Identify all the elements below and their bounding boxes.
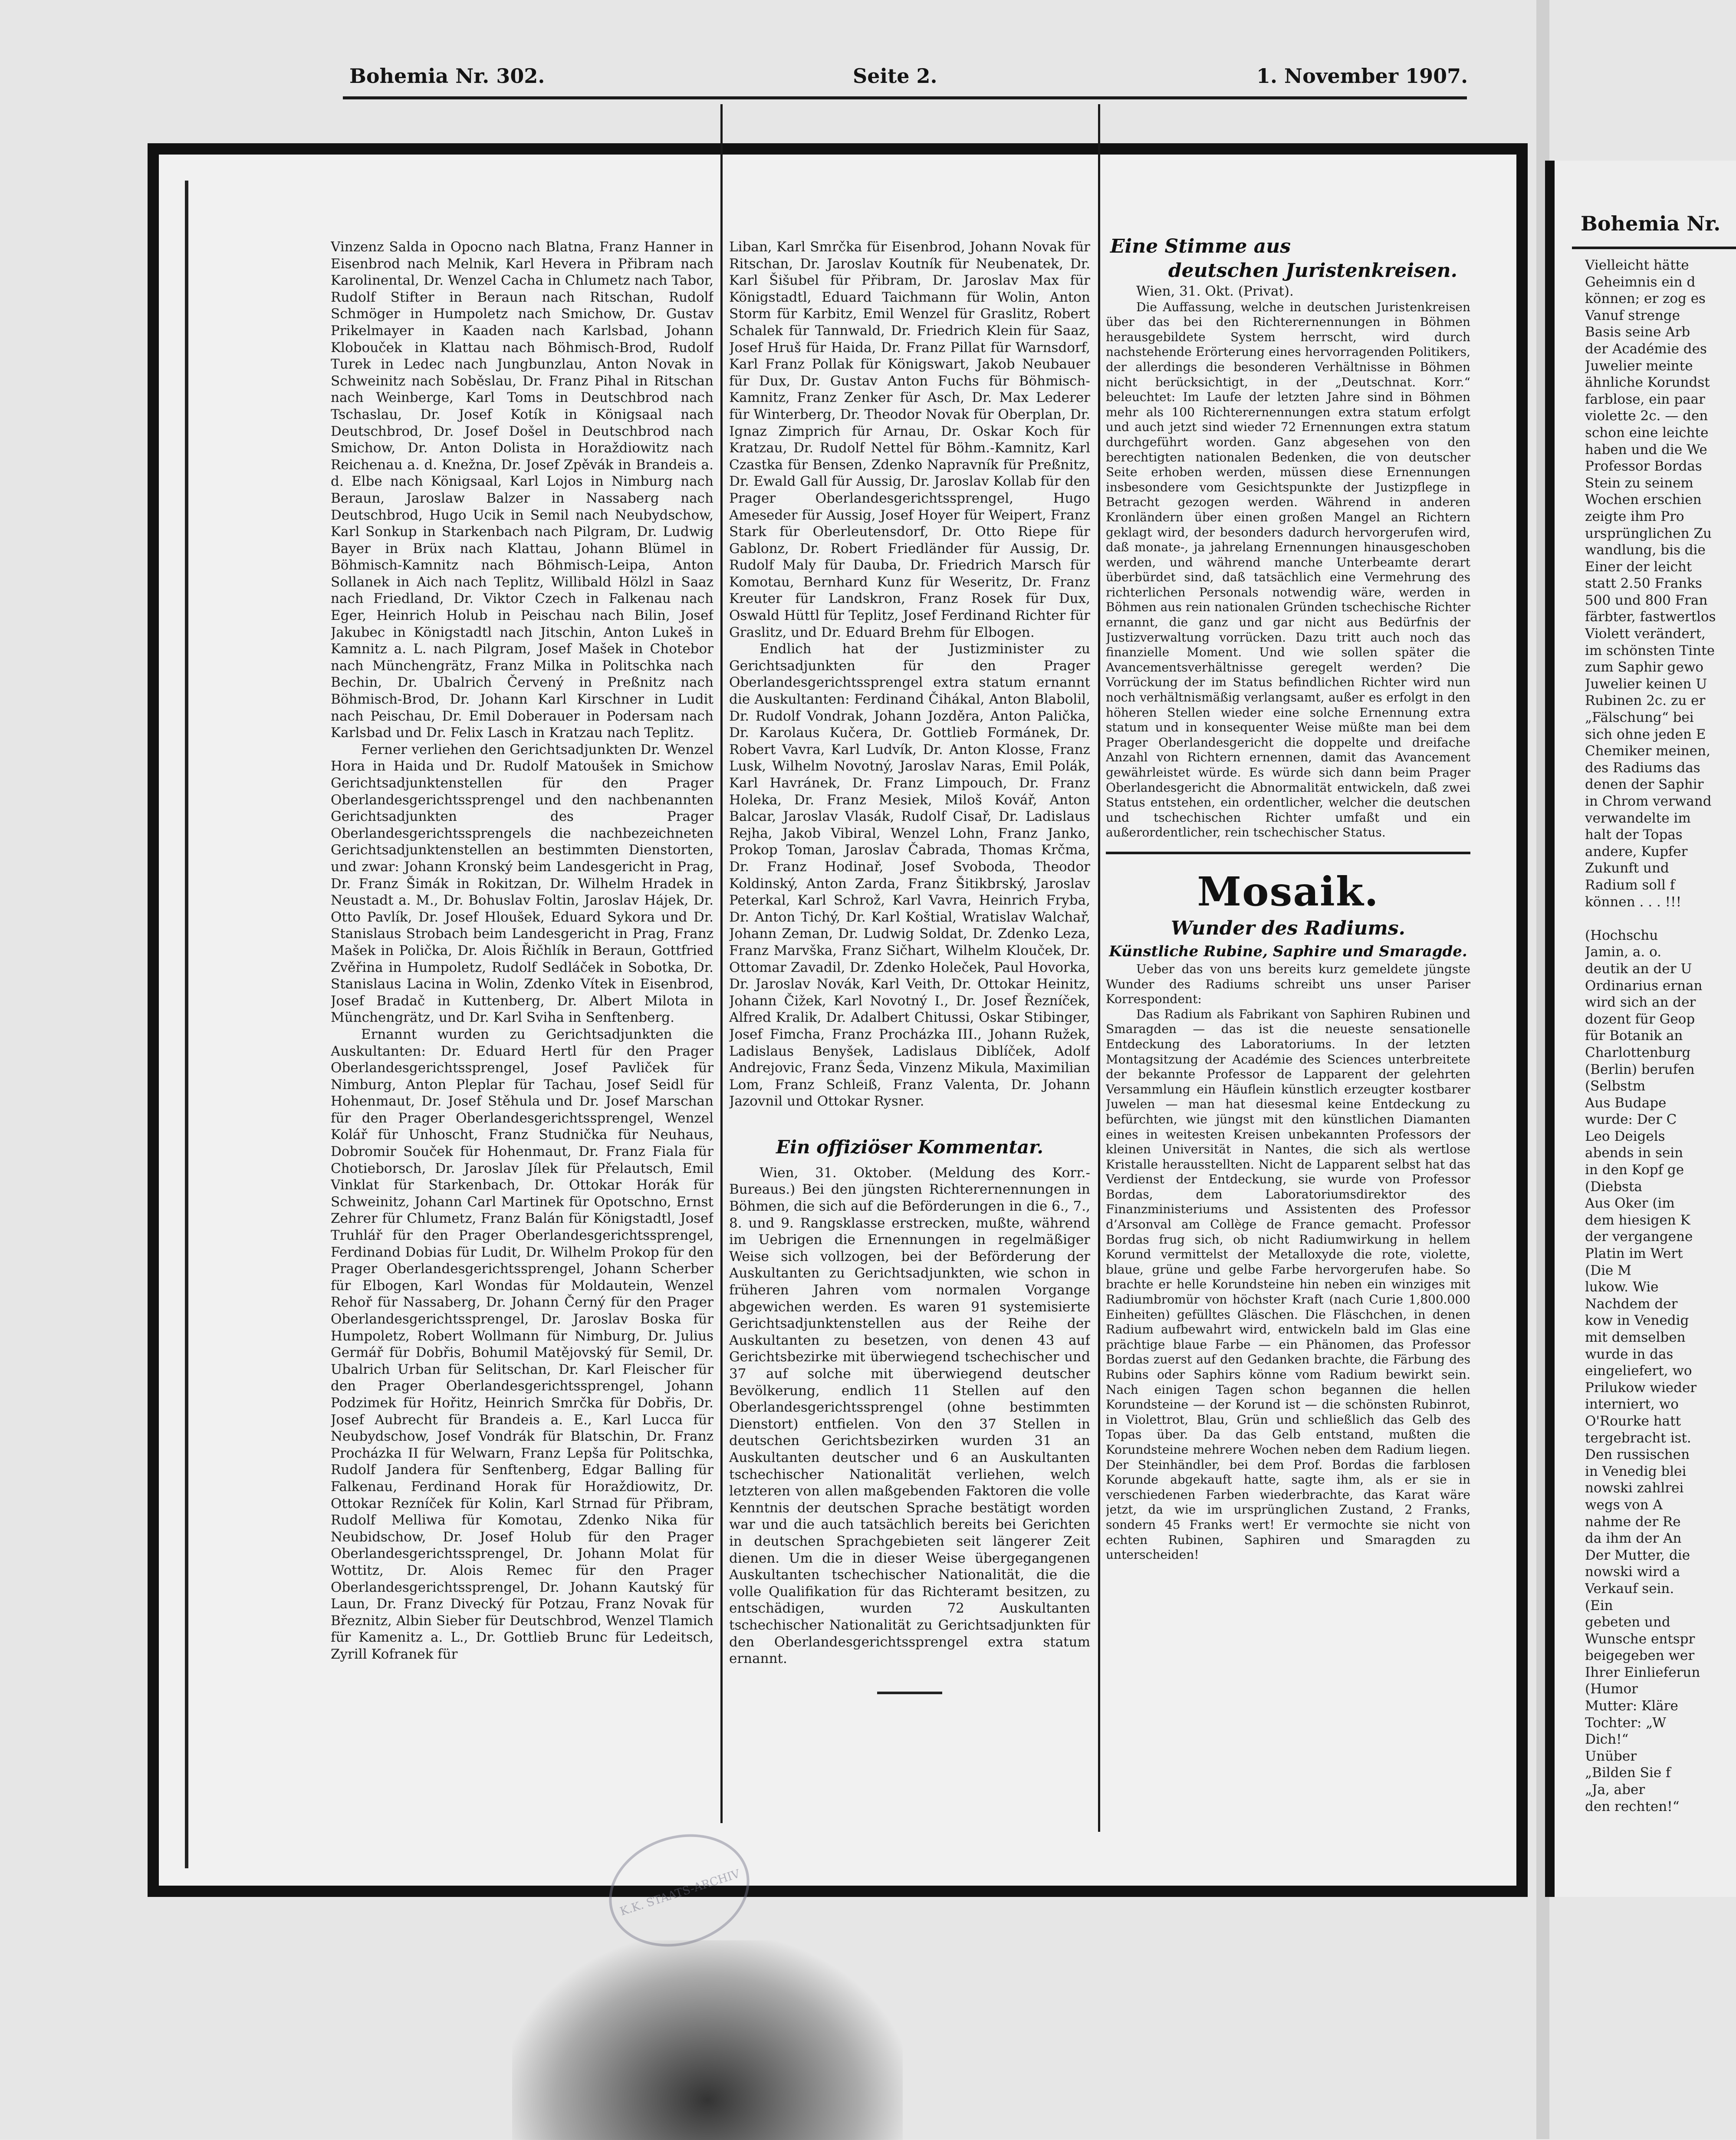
col4-line: violette 2c. — den [1585,408,1708,424]
col4-line: Stein zu seinem [1585,475,1693,491]
col4-line: können; er zog es [1585,291,1706,307]
article-intro-radium: Ueber das von uns bereits kurz gemeldete jüngste Wunder des Radiums schreibt uns unser Pariser Korrespondent: [1106,961,1470,1007]
col4-line: Juwelier keinen U [1585,676,1707,692]
col4-line: in Venedig blei [1585,1463,1687,1479]
col4-line: Rubinen 2c. zu er [1585,693,1706,709]
column-1 [331,239,713,1823]
column-2 [729,239,1090,1836]
header-paper-number: Bohemia Nr. 302. [349,64,545,88]
col4-line: Charlottenburg [1585,1044,1691,1060]
col4-line: „Ja, aber [1585,1782,1645,1798]
col4-line: (Die M [1585,1262,1631,1278]
col4-line: eingeliefert, wo [1585,1363,1692,1379]
col4-line: Ordinarius ernan [1585,978,1703,994]
col4-line: zum Saphir gewo [1585,659,1704,675]
next-page-header-rule [1572,247,1736,249]
col2-paragraph-1: Liban, Karl Smrčka für Eisenbrod, Johann Novak für Ritschan, Dr. Jaroslav Koutník für Neubenatek, Dr. Karl Šišubel für Přibram, Dr. Jaroslav Max für Königstadtl, Eduard Taichmann für Wolin, Anton Storm für Karbitz, Emil Wenzel für Graslitz, Robert Schalek für Tannwald, Dr. Friedrich Klein für Saaz, Josef Hruš für Haida, Dr. Franz Pillat für Warnsdorf, Karl Franz Pollak für Königswart, Jakob Neubauer für Dux, Dr. Gustav Anton Fuchs für Böhmisch-Kamnitz, Franz Zenker für Asch, Dr. Max Lederer für Winterberg, Dr. Theodor Novak für Oberplan, Dr. Ignaz Zimprich für Arnau, Dr. Oskar Koch für Kratzau, Dr. Rudolf Nettel für Böhm.-Kamnitz, Karl Czastka für Bensen, Zdenko Napravník für Preßnitz, Dr. Ewald Gall für Aussig, Dr. Jaroslav Kollab für den Prager Oberlandesgerichtssprengel, Hugo Ameseder für Aussig, Josef Hoyer für Weipert, Franz Stark für Oberleutensdorf, Dr. Otto Riepe für Gablonz, Dr. Robert Friedländer für Aussig, Dr. Rudolf Maly für Dauba, Dr. Friedrich Marsch für Komotau, Bernhard Kunz für Weseritz, Dr. Franz Kreuter für Landskron, Franz Rosek für Dux, Oswald Hüttl für Teplitz, Josef Ferdinand Richter für Graslitz, und Dr. Eduard Brehm für Elbogen. [729,239,1090,640]
col4-line: zeigte ihm Pro [1585,508,1684,524]
col4-line: Wochen erschien [1585,492,1702,508]
col4-line: Ihrer Einlieferun [1585,1664,1700,1680]
col4-line: kow in Venedig [1585,1313,1689,1329]
column-4 [1585,257,1736,1872]
article-end-rule [877,1692,942,1694]
col4-line: nahme der Re [1585,1514,1681,1530]
col4-line: in den Kopf ge [1585,1162,1684,1178]
col4-line: der vergangene [1585,1229,1693,1245]
article-title-stimme-line1: Eine Stimme aus [1110,235,1291,257]
col4-line: ähnliche Korundst [1585,375,1710,391]
col4-line: Einer der leicht [1585,559,1692,575]
header-rule [343,96,1467,99]
col4-line: Radium soll f [1585,877,1675,893]
column-rule-1 [720,104,723,1823]
col4-line: abends in sein [1585,1145,1683,1161]
col4-line: da ihm der An [1585,1531,1682,1547]
col4-line: Jamin, a. o. [1585,944,1662,960]
col4-line: „Bilden Sie f [1585,1765,1671,1781]
col4-line: lukow. Wie [1585,1279,1659,1295]
col4-line: können . . . !!! [1585,894,1682,910]
section-rule [1106,852,1470,854]
article-text-stimme: Die Auffassung, welche in deutschen Juristenkreisen über das bei den Richterernennungen in Böhmen herausgebildete System herrscht, wird durch nachstehende Erörterung eines hervorragenden Politikers, der allerdings die besonderen Verhältnisse in Böhmen nicht berücksichtigt, in der „Deutschnat. Korr.“ beleuchtet: Im Laufe der letzten Jahre sind in Böhmen mehr als 100 Richterernennungen extra statum erfolgt und auch jetzt sind wieder 72 Ernennungen extra statum durchgeführt worden. Ganz abgesehen von den berechtigten nationalen Bedenken, die von deutscher Seite erhoben werden, müssen diese Ernennungen insbesondere vom Gesichtspunkte der Justizpflege in Betracht gezogen werden. Während in anderen Kronländern über einen großen Mangel an Richtern geklagt wird, der besonders dadurch hervorgerufen wird, daß monate-, ja jahrelang Ernennungen hinausgeschoben werden, und während manche Unterbeamte derart überbürdet sind, daß tatsächlich eine Vermehrung des richterlichen Personals notwendig wäre, werden in Böhmen aus rein nationalen Gründen tschechische Richter ernannt, die ganz und gar nicht aus Bedürfnis der Justizverwaltung vorrücken. Dazu tritt auch noch das finanzielle Moment. Und wie sollen später die Avancementsverhältnisse geregelt werden? Die Vorrückung der im Status befindlichen Richter wird nun noch verhältnismäßig verlangsamt, außer es erfolgt in den höheren Stellen wieder eine solche Ernennung extra statum und in konsequenter Weise müßte man bei dem Prager Oberlandesgericht die doppelte und dreifache Anzahl von Richtern ernennen, damit das Avancement gewährleistet würde. Es würde sich dann beim Prager Oberlandesgericht die Abnormalität entwickeln, daß zwei Status entstehen, ein ordentlicher, welcher die deutschen und tschechischen Richter umfaßt und ein außerordentlicher, rein tschechischer Status. [1106,300,1470,840]
col4-line: für Botanik an [1585,1028,1683,1044]
col4-line: den rechten!“ [1585,1798,1680,1814]
next-page-header: Bohemia Nr. [1581,212,1721,235]
scan-smudge [512,1940,903,2140]
col4-line: verwandelte im [1585,810,1691,826]
col4-line: Mutter: Kläre [1585,1698,1678,1714]
col4-line: Vanuf strenge [1585,307,1680,323]
col4-line: halt der Topas [1585,827,1683,843]
col4-line: haben und die We [1585,441,1707,458]
col4-line: nowski wird a [1585,1564,1680,1580]
header-page-number: Seite 2. [853,64,937,88]
col4-line: in Chrom verwand [1585,793,1712,809]
col4-line: Unüber [1585,1748,1637,1764]
col4-line: Chemiker meinen, [1585,743,1710,759]
col4-line: ursprünglichen Zu [1585,525,1712,541]
col4-line: interniert, wo [1585,1396,1679,1412]
col4-line: (Selbstm [1585,1078,1646,1094]
article-title-kommentar: Ein offiziöser Kommentar. [776,1136,1043,1158]
col4-line: mit demselben [1585,1330,1686,1345]
col4-line: (Ein [1585,1597,1613,1613]
col4-line: Zukunft und [1585,860,1669,876]
col4-line: dem hiesigen K [1585,1212,1690,1228]
col4-line: Juwelier meinte [1585,358,1693,374]
col4-line: andere, Kupfer [1585,843,1688,859]
col1-paragraph-3: Ernannt wurden zu Gerichtsadjunkten die Auskultanten: Dr. Eduard Hertl für den Prager Oberlandesgerichtssprengel, Josef Pavliček für Nimburg, Anton Pleplar für Tachau, Josef Seidl für Hohenmaut, Dr. Josef Stěhula und Dr. Josef Marschan für den Prager Oberlandesgerichtssprengel, Wenzel Kolář für Unhoscht, Franz Studnička für Neuhaus, Dobromir Souček für Hohenmaut, Dr. Franz Fiala für Chotieborsch, Dr. Jaroslav Jílek für Přelautsch, Emil Vinklat für Starkenbach, Dr. Ottokar Horák für Schweinitz, Johann Carl Martinek für Opotschno, Ernst Zehrer für Chlumetz, Franz Balán für Königstadtl, Josef Truhlář für den Prager Oberlandesgerichtssprengel, Ferdinand Dobias für Ludit, Dr. Wilhelm Prokop für den Prager Oberlandesgerichtssprengel, Johann Scherber für Elbogen, Karl Wondas für Moldautein, Wenzel Rehoř für Nassaberg, Dr. Johann Černý für den Prager Oberlandesgerichtssprengel, Dr. Jaroslav Boska für Humpoletz, Robert Wollmann für Nimburg, Dr. Julius Germář für Dobřis, Bohumil Matějovský für Semil, Dr. Ubalrich Urban für Selitschan, Dr. Karl Fleischer für den Prager Oberlandesgerichtssprengel, Johann Podzimek für Hořitz, Heinrich Smrčka für Dobřis, Dr. Josef Aubrecht für Brandeis a. E., Karl Lucca für Neubydschow, Josef Vondrák für Blatschin, Dr. Franz Procházka II für Welwarn, Franz Lepša für Politschka, Rudolf Jandera für Senftenberg, Edgar Balling für Falkenau, Ferdinand Horak für Horaždiowitz, Dr. Ottokar Rezníček für Kolin, Karl Strnad für Přibram, Rudolf Melliwa für Komotau, Zdenko Nika für Neubidschow, Dr. Josef Holub für den Prager Oberlandesgerichtssprengel, Dr. Johann Molat für Wottitz, Dr. Alois Remec für den Prager Oberlandesgerichtssprengel, Dr. Johann Kautský für Laun, Dr. Franz Divecký für Potzau, Franz Novak für Březnitz, Albin Sieber für Deutschbrod, Wenzel Tlamich für Kamenitz a. L., Dr. Gottlieb Brunc für Ledeitsch, Zyrill Kofranek für [331,1026,713,1662]
col4-line: Dich!“ [1585,1732,1629,1748]
section-title-mosaik: Mosaik. [1197,868,1379,915]
col4-line: dozent für Geop [1585,1011,1695,1027]
article-subtitle-radium: Künstliche Rubine, Saphire und Smaragde. [1109,942,1467,960]
archive-stamp: K.K. STAATS-ARCHIV [594,1817,764,1964]
col4-line: „Fälschung“ bei [1585,710,1694,726]
col4-line: sich ohne jeden E [1585,726,1706,742]
col4-line: (Humor [1585,1681,1638,1697]
col4-line: im schönsten Tinte [1585,642,1715,658]
col4-line: wurde in das [1585,1346,1674,1362]
col4-line: deutik an der U [1585,961,1692,977]
col4-line: Basis seine Arb [1585,324,1690,340]
col4-line: des Radiums das [1585,760,1700,776]
article-text-kommentar: Wien, 31. Oktober. (Meldung des Korr.-Bureaus.) Bei den jüngsten Richterernennungen in Böhmen, die sich auf die Beförderungen in die 6., 7., 8. und 9. Rangsklasse erstrecken, mußte, während im Uebrigen die Ernennungen in regelmäßiger Weise sich vollzogen, bei der Beförderung der Auskultanten zu Gerichtsadjunkten, wie schon in früheren Jahren vom normalen Vorgange abgewichen werden. Es waren 91 systemisierte Gerichtsadjunktenstellen aus der Reihe der Auskultanten zu besetzen, von denen 43 auf Gerichtsbezirke mit überwiegend tschechischer und 37 auf solche mit überwiegend deutscher Bevölkerung, endlich 11 Stellen auf den Oberlandesgerichtssprengel (ohne bestimmten Dienstort) entfielen. Von den 37 Stellen in deutschen Gerichtsbezirken wurden 31 an Auskultanten deutscher und 6 an Auskultanten tschechischer Nationalität verliehen, welch letzteren von allen maßgebenden Faktoren die volle Kenntnis der deutschen Sprache bestätigt worden war und die auch tatsächlich bereits bei Gerichten in deutschen Sprachgebieten seit längerer Zeit dienen. Um die in dieser Weise übergegangenen Auskultanten tschechischer Nationalität, die die volle Qualifikation für das Richteramt besitzen, zu entschädigen, wurden 72 Auskultanten tschechischer Nationalität zu Gerichtsadjunkten für den Oberlandesgerichtssprengel extra statum ernannt. [729,1165,1090,1667]
col1-paragraph-2: Ferner verliehen den Gerichtsadjunkten Dr. Wenzel Hora in Haida und Dr. Rudolf Matoušek in Smichow Gerichtsadjunktenstellen für den Prager Oberlandesgerichtssprengel und den nachbenannten Gerichtsadjunkten des Prager Oberlandesgerichtssprengels die nachbezeichneten Gerichtsadjunktenstellen an bestimmten Dienstorten, und zwar: Johann Kronský beim Landesgericht in Prag, Dr. Franz Šimák in Rokitzan, Dr. Wilhelm Hradek in Neustadt a. M., Dr. Bohuslav Foltin, Jaroslav Hájek, Dr. Otto Pavlík, Dr. Josef Hloušek, Eduard Sykora und Dr. Stanislaus Strobach beim Landesgericht in Prag, Franz Mašek in Polička, Dr. Alois Řičhlík in Beraun, Gottfried Zvěřina in Humpoletz, Rudolf Sedláček in Sobotka, Dr. Stanislaus Lacina in Wolin, Zdenko Vítek in Eisenbrod, Josef Bradač in Kuttenberg, Dr. Albert Milota in Münchengrätz, und Dr. Karl Sviha in Senftenberg. [331,741,713,1026]
col4-line: (Hochschu [1585,927,1658,943]
col4-line: denen der Saphir [1585,777,1704,793]
col4-line: wegs von A [1585,1497,1663,1513]
header-date: 1. November 1907. [1256,64,1468,88]
col4-line: O'Rourke hatt [1585,1413,1681,1429]
article-text-radium: Das Radium als Fabrikant von Saphiren Rubinen und Smaragden — das ist die neueste sensationelle Entdeckung des Laboratoriums. In der letzten Montagsitzung der Académie des Sciences unterbreitete der bekannte Professor de Lapparent der gelehrten Versammlung ein Häuflein künstlich erzeugter kostbarer Juwelen — man hat diesesmal keine Entdeckung zu befürchten, wie jüngst mit den künstlichen Diamanten eines in weitesten Kreisen unbekannten Professors der kleinen Universität in Nantes, die sich als wertlose Kristalle herausstellten. Nicht de Lapparent selbst hat das Verdienst der Entdeckung, sie wurde von Professor Bordas, dem Laboratoriumsdirektor des Finanzministeriums und Assistenten des Professor d’Arsonval am Collège de France gemacht. Professor Bordas frug sich, ob nicht Radiumwirkung in hellem Korund vermittelst der Metalloxyde die rote, violette, blaue, grüne und gelbe Farbe hervorgerufen habe. So brachte er helle Korundsteine hin neben ein winziges mit Radiumbromür von höchster Kraft (nach Curie 1,800.000 Einheiten) gefülltes Gläschen. Die Fläschchen, in denen Radium aufbewahrt wird, entwickeln bald im Glas eine prächtige blaue Farbe — ein Phänomen, das Professor Bordas zuerst auf den Gedanken brachte, die Färbung des Rubins oder Saphirs könne vom Radium bewirkt sein. Nach einigen Tagen schon begannen die hellen Korundsteine — der Korund ist — die schönsten Rubinrot, in Violettrot, Blau, Grün und schließlich das Gelb des Topas über. Da das Gelb entstand, mußten die Korundsteine mehrere Wochen neben dem Radium liegen. Der Steinhändler, bei dem Prof. Bordas die farblosen Korunde abgekauft hatte, sagte ihm, als er sie in verschiedenen Farben wiederbrachte, das Karat wäre jetzt, da wie im ursprünglichen Zustand, 2 Franks, sondern 45 Franks wert! Er vermochte sie nicht von echten Rubinen, Saphiren und Smaragden zu unterscheiden! [1106,1007,1470,1562]
col4-line: Verkauf sein. [1585,1580,1674,1597]
col4-line: Aus Oker (im [1585,1195,1675,1212]
col4-line: Professor Bordas [1585,458,1702,474]
col4-line: Platin im Wert [1585,1246,1683,1262]
col1-paragraph-1: Vinzenz Salda in Opocno nach Blatna, Franz Hanner in Eisenbrod nach Melnik, Karl Hevera in Přibram nach Karolinental, Dr. Wenzel Cacha in Chlumetz nach Tabor, Rudolf Stifter in Beraun nach Ritschan, Rudolf Schmöger in Humpoletz nach Smichow, Dr. Gustav Prikelmayer in Kaaden nach Karlsbad, Johann Klobouček in Klattau nach Böhmisch-Brod, Rudolf Turek in Ledec nach Jungbunzlau, Anton Novak in Schweinitz nach Soběslau, Dr. Franz Pihal in Ritschan nach Weinberge, Karl Toms in Deutschbrod nach Tschaslau, Dr. Josef Kotík in Königsaal nach Deutschbrod, Dr. Josef Došel in Deutschbrod nach Smichow, Dr. Anton Dolista in Horaždiowitz nach Reichenau a. d. Knežna, Dr. Josef Zpěvák in Brandeis a. d. Elbe nach Königsaal, Karl Lojos in Nimburg nach Beraun, Jaroslaw Balzer in Nassaberg nach Deutschbrod, Hugo Ucik in Semil nach Neubydschow, Karl Sonkup in Starkenbach nach Pilgram, Dr. Ludwig Bayer in Brüx nach Klattau, Johann Blümel in Böhmisch-Kamnitz nach Böhmisch-Leipa, Anton Sollanek in Aich nach Teplitz, Willibald Hölzl in Saaz nach Friedland, Dr. Viktor Czech in Falkenau nach Eger, Heinrich Holub in Peischau nach Bilin, Josef Jakubec in Königstadtl nach Jitschin, Anton Lukeš in Kamnitz a. L. nach Pilgram, Josef Mašek in Chotebor nach Münchengrätz, Franz Milka in Politschka nach Bechin, Dr. Ubalrich Červený in Preßnitz nach Böhmisch-Brod, Dr. Johann Karl Kirschner in Ludit nach Peischau, Dr. Emil Doberauer in Podersam nach Karlsbad und Dr. Felix Lasch in Kratzau nach Teplitz. [331,239,713,741]
article-dateline-stimme: Wien, 31. Okt. (Privat). [1136,283,1294,299]
col4-line: gebeten und [1585,1614,1670,1630]
col4-line: der Académie des [1585,341,1707,357]
col4-line: Tochter: „W [1585,1715,1666,1731]
col4-line: Den russischen [1585,1447,1690,1463]
column-rule-2 [1098,104,1100,1832]
column-3 [1106,234,1470,1832]
article-title-radium: Wunder des Radiums. [1171,917,1405,939]
col4-line: Der Mutter, die [1585,1547,1690,1563]
col4-line: Prilukow wieder [1585,1379,1697,1396]
col4-line: statt 2.50 Franks [1585,576,1702,592]
col4-line: beigegeben wer [1585,1648,1695,1664]
col4-line: wird sich an der [1585,994,1696,1011]
col4-line: nowski zahlrei [1585,1480,1684,1496]
col4-line: Aus Budape [1585,1095,1667,1111]
col4-line: (Berlin) berufen [1585,1061,1695,1077]
col4-line: farblose, ein paar [1585,391,1705,407]
col4-line: Vielleicht hätte [1585,257,1689,273]
col4-line: färbter, fastwertlos [1585,609,1716,625]
col4-line: Violett verändert, [1585,626,1706,642]
col4-line: tergebracht ist. [1585,1430,1691,1446]
col4-line: Wunsche entspr [1585,1631,1695,1647]
next-page-fragment [1545,161,1736,1897]
col4-line: Geheimnis ein d [1585,274,1696,290]
col2-paragraph-2: Endlich hat der Justizminister zu Gerichtsadjunkten für den Prager Oberlandesgerichtssprengel extra statum ernannt die Auskultanten: Ferdinand Čihákal, Anton Blabolil, Dr. Rudolf Vondrak, Johann Jozděra, Anton Palička, Dr. Karolaus Kučera, Dr. Gottlieb Formánek, Dr. Robert Vavra, Karl Ludvík, Dr. Anton Klosse, Franz Lusk, Wilhelm Novotný, Jaroslav Naras, Emil Polák, Karl Havránek, Dr. Franz Limpouch, Dr. Franz Holeka, Dr. Franz Mesiek, Miloš Kovář, Anton Balcar, Jaroslav Vlasák, Rudolf Cisař, Dr. Ladislaus Rejha, Jakob Vibiral, Wenzel Lohn, Franz Janko, Prokop Toman, Jaroslav Čabrada, Thomas Krčma, Dr. Franz Hodinař, Josef Svoboda, Theodor Koldinský, Anton Zarda, Franz Šitikbrský, Jaroslav Peterkal, Karl Schrož, Karl Vavra, Heinrich Fryba, Dr. Anton Tichý, Dr. Karl Koštial, Wratislav Walchař, Johann Zeman, Dr. Ludwig Soldat, Dr. Zdenko Leza, Franz Marvška, Franz Sičhart, Wilhelm Klouček, Dr. Ottomar Zavadil, Dr. Zdenko Holeček, Paul Hovorka, Dr. Jaroslav Novák, Karl Veith, Dr. Ottokar Heinitz, Johann Čižek, Karl Novotný I., Dr. Josef Řezníček, Alfred Kralik, Dr. Adalbert Chitussi, Oskar Stibinger, Josef Fimcha, Franz Procházka III., Johann Ružek, Ladislaus Benyšek, Ladislaus Diblíček, Adolf Andrejovic, Franz Šeda, Vinzenz Mikula, Maximilian Lom, Franz Schleiß, Franz Valenta, Dr. Johann Jazovnil und Ottokar Rysner. [729,641,1090,1110]
article-title-stimme-line2: deutschen Juristenkreisen. [1168,260,1457,282]
col4-line: Nachdem der [1585,1296,1678,1312]
col4-line: Leo Deigels [1585,1128,1665,1144]
col4-line: (Diebsta [1585,1179,1642,1195]
col4-line [1585,910,1736,927]
col4-line: wandlung, bis die [1585,542,1706,558]
column-4-lines [1585,257,1736,1815]
col4-line: 500 und 800 Fran [1585,592,1708,608]
col4-line: schon eine leichte [1585,425,1709,441]
col4-line: wurde: Der C [1585,1112,1677,1128]
